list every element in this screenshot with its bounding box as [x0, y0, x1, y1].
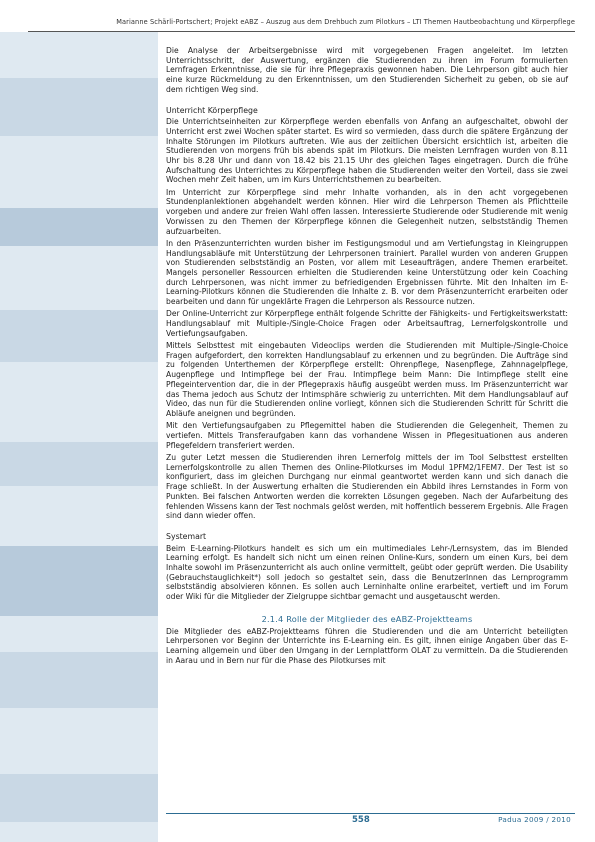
band-stripe: [0, 652, 158, 708]
band-stripe: [0, 78, 158, 136]
running-header: Marianne Schärli-Portschert; Projekt eABZ – Auszug aus dem Drehbuch zum Pilotkurs – LTI Themen Hautbeobachtung und Körperpflege: [116, 18, 575, 26]
subsection-heading-rolle: 2.1.4 Rolle der Mitglieder des eABZ-Projektteams: [261, 613, 473, 624]
band-stripe: [0, 822, 158, 842]
band-stripe: [0, 774, 158, 822]
section-heading-systemart: Systemart: [166, 531, 207, 541]
band-stripe: [0, 486, 158, 546]
band-stripe: [0, 136, 158, 208]
band-stripe: [0, 208, 158, 246]
paragraph: Die Unterrichtseinheiten zur Körperpflege werden ebenfalls von Anfang an aufgeschaltet, obwohl der Unterricht erst zwei Wochen später startet. Es wird so vermieden, dass durch die spätere Ergänzung der Inhalte Störungen im Pilotkurs auftreten. Wie aus der zeitlichen Übersicht ersichtlich ist, arbeiten die Studierenden von morgens früh bis abends spät im Pilotkurs. Die meisten Lernfragen wurden von 8.11 Uhr bis 8.28 Uhr und dann von 18.42 bis 21.15 Uhr des gleichen Tages eingetragen. Durch die frühe Aufschaltung des Unterrichtes zu Körperpflege haben die Studierenden weiter den Vorteil, dass sie zwei Wochen mehr Zeit haben, um im Kurs Unterrichtsthemen zu bearbeiten.: [166, 117, 568, 185]
band-stripe: [0, 310, 158, 362]
paragraph: Mittels Selbsttest mit eingebauten Videoclips werden die Studierenden mit Multiple-/Single-Choice Fragen aufgefordert, den korrekten Handlungsablauf zu erkennen und zu begründen. Die Aufträge sind zu folgenden Unterthemen der Körperpflege erstellt: Ohrenpflege, Nasenpflege, Zahnnagelpflege, Augenpflege und Intimpflege bei der Frau. Intimpflege beim Mann: Die Intimpflege stellt eine Pflegeintervention dar, die in der Pflegepraxis häufig ausgeübt werden muss. Im Präsenzunterricht war das Thema jedoch aus Schutz der Intimsphäre schwierig zu unterrichten. Mit dem Handlungsablauf auf Video, das nun für die Studierenden online vorliegt, können sich die Studierenden Schritt für Schritt die Abläufe aneignen und begründen.: [166, 341, 568, 418]
paragraph: Der Online-Unterricht zur Körperpflege enthält folgende Schritte der Fähigkeits- und Fertigkeitswerkstatt: Handlungsablauf mit Multiple-/Single-Choice Fragen oder Arbeitsauftrag, Lernerfolgskontrolle und Vertiefungsaufgaben.: [166, 309, 568, 338]
band-stripe: [0, 32, 158, 78]
page-number: 558: [352, 815, 370, 825]
band-stripe: [0, 708, 158, 774]
paragraph: Die Mitglieder des eABZ-Projektteams führen die Studierenden und die am Unterricht beteiligten Lehrpersonen vor Beginn der Unterrichte ins E-Learning ein. Es gilt, ihnen einige Angaben über das E-Learning allgemein und über den Umgang in der Lernplattform OLAT zu vermitteln. Da die Studierenden in Aarau und in Bern nur für die Phase des Pilotkurses mit: [166, 626, 568, 665]
band-stripe: [0, 546, 158, 616]
band-stripe: [0, 362, 158, 442]
band-stripe: [0, 442, 158, 486]
paragraph: Mit den Vertiefungsaufgaben zu Pflegemittel haben die Studierenden die Gelegenheit, Themen zu vertiefen. Mittels Transferaufgaben kann das vorhandene Wissen in Pflegesituationen aus anderen Pflegefeldern transferiert werden.: [166, 421, 568, 450]
paragraph: Im Unterricht zur Körperpflege sind mehr Inhalte vorhanden, als in den acht vorgegebenen Stundenplanlektionen abgehandelt werden können. Hier wird die Lehrperson Themen als Pflichtteile vorgeben und andere zur freien Wahl offen lassen. Interessierte Studierende oder Studierende mit wenig Vorwissen zu den Themen der Körperpflege können die Gelegenheit nutzen, selbstständig Themen aufzuarbeiten.: [166, 187, 568, 236]
article-body: [166, 46, 568, 668]
footer-journal-name: Padua 2009 / 2010: [498, 815, 571, 824]
section-heading-koerperpflege: Unterricht Körperpflege: [166, 105, 258, 115]
footer-rule: [166, 813, 575, 814]
intro-paragraph: Die Analyse der Arbeitsergebnisse wird mit vorgegebenen Fragen angeleitet. Im letzten Unterrichtsschritt, der Auswertung, ergänzen die Studierenden zu ihren im Forum formulierten Lernfragen Erkenntnisse, die sie für ihre Pflegepraxis gewonnen haben. Die Lehrperson gibt auch hier eine kurze Rückmeldung zu den Erkenntnissen, um den Studierenden Sicherheit zu geben, ob sie auf dem richtigen Weg sind.: [166, 46, 568, 94]
paragraph: Beim E-Learning-Pilotkurs handelt es sich um ein multimediales Lehr-/Lernsystem, das im Blended Learning erfolgt. Es handelt sich nicht um einen reinen Online-Kurs, sondern um einen Kurs, bei dem Inhalte sowohl im Präsenzunterricht als auch online vermittelt, geübt oder geprüft werden. Die Usability (Gebrauchstauglichkeit*) soll jedoch so gestaltet sein, dass die BenutzerInnen das Lernprogramm selbstständig absolvieren können. Es sollen auch Lerninhalte online erarbeitet, vertieft und im Forum oder Wiki für die Mitglieder der Zielgruppe sichtbar gemacht und ausgetauscht werden.: [166, 543, 568, 602]
paragraph: In den Präsenzunterrichten wurden bisher im Festigungsmodul und am Vertiefungstag in Kleingruppen Handlungsabläufe mit Unterstützung der Lehrpersonen trainiert. Parallel wurden von anderen Gruppen von Studierenden selbstständig an Posten, vor allem mit Leseaufträgen, andere Themen erarbeitet. Mangels personeller Ressourcen erhielten die Studierenden keine Unterstützung oder kein Coaching durch Lehrpersonen, was nicht immer zu befriedigenden Ergebnissen führte. Mit den Inhalten im E-Learning-Pilotkurs können die Studierenden die Inhalte z. B. vor dem Präsenzunterricht erarbeiten oder bearbeiten und dann für ungeklärte Fragen die Lehrperson als Ressource nutzen.: [166, 238, 568, 307]
band-stripe: [0, 246, 158, 310]
decorative-side-band: [0, 32, 158, 842]
paragraph: Zu guter Letzt messen die Studierenden ihren Lernerfolg mittels der im Tool Selbsttest erstellten Lernerfolgskontrolle zu allen Themen des Online-Pilotkurses im Modul 1PFM2/1FEM7. Der Test ist so konfiguriert, dass im gleichen Durchgang nur einmal geantwortet werden kann und sich danach die Frage schließt. In der Auswertung erhalten die Studierenden ein Abbild ihres Lernstandes in Form von Punkten. Bei falschen Antworten werden die korrekten Lösungen gegeben. Nach der Aufarbeitung des fehlenden Wissens kann der Test nochmals gelöst werden, mit hoffentlich besserem Ergebnis. Alle Fragen sind dann wieder offen.: [166, 452, 569, 521]
band-stripe: [0, 616, 158, 652]
